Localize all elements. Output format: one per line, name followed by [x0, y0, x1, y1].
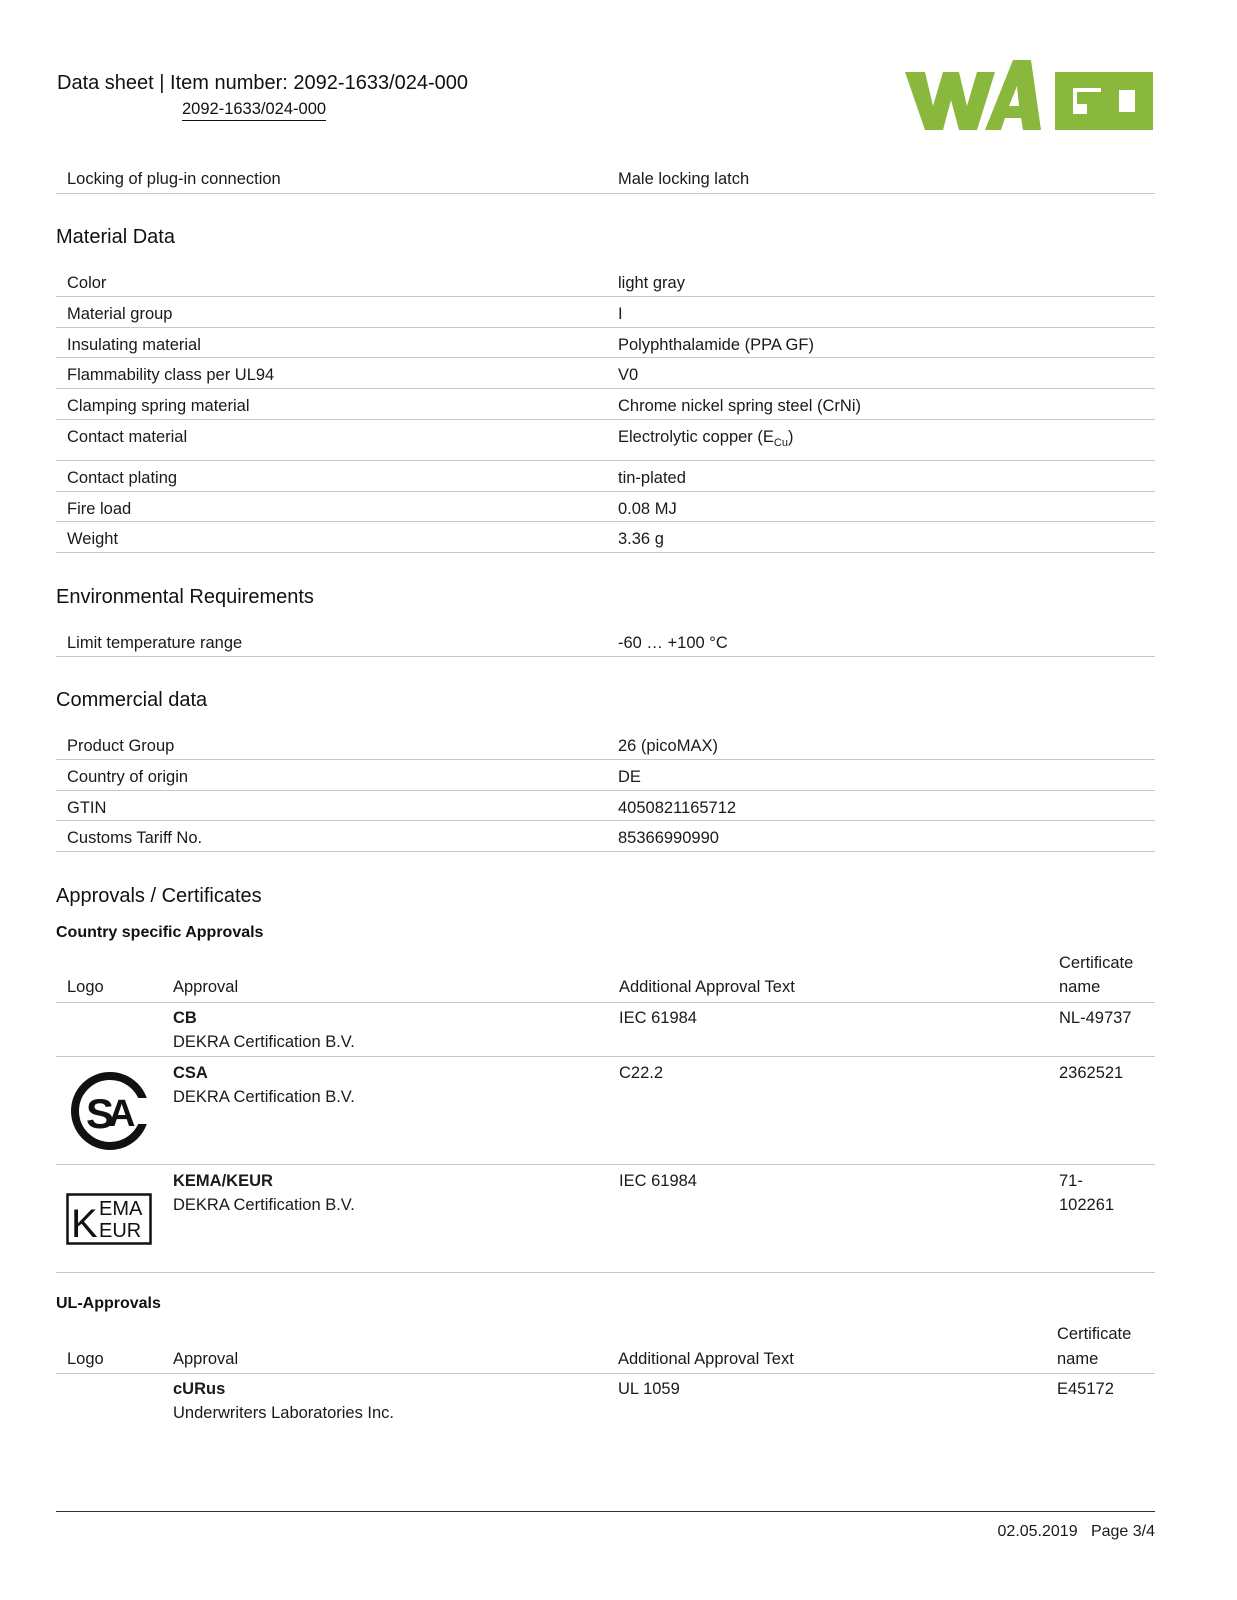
- property-row: [56, 358, 1155, 389]
- property-label: Locking of plug-in connection: [67, 170, 281, 188]
- property-label: Customs Tariff No.: [67, 829, 203, 847]
- section-heading-environmental: Environmental Requirements: [56, 586, 314, 608]
- column-header-approval: Approval: [173, 978, 239, 996]
- property-label: Color: [67, 274, 107, 292]
- footer-divider: [56, 1511, 1155, 1512]
- property-value: -60 … +100 °C: [618, 634, 728, 652]
- property-value: I: [618, 305, 623, 323]
- certificate-name: E45172: [1057, 1380, 1114, 1398]
- certificate-name: NL-49737: [1059, 1009, 1132, 1027]
- property-label: Material group: [67, 305, 173, 323]
- property-value: Chrome nickel spring steel (CrNi): [618, 397, 861, 415]
- table-divider: [56, 1272, 1155, 1273]
- property-value: V0: [618, 366, 639, 384]
- svg-text:K: K: [71, 1202, 98, 1245]
- approval-name: CB: [173, 1009, 197, 1027]
- column-header-certificate-name: name: [1059, 978, 1101, 996]
- certificate-name: 2362521: [1059, 1064, 1124, 1082]
- approval-org: DEKRA Certification B.V.: [173, 1196, 355, 1214]
- approval-text: C22.2: [619, 1064, 664, 1082]
- property-value: 85366990990: [618, 829, 719, 847]
- property-label: Weight: [67, 530, 119, 548]
- property-label: Clamping spring material: [67, 397, 250, 415]
- property-row: [56, 461, 1155, 492]
- column-header-approval: Approval: [173, 1350, 239, 1368]
- approval-text: IEC 61984: [619, 1009, 697, 1027]
- table-divider: [56, 1056, 1155, 1057]
- column-header-logo: Logo: [67, 978, 104, 996]
- wago-logo: [905, 58, 1155, 142]
- svg-text:A: A: [108, 1093, 136, 1135]
- column-header-logo: Logo: [67, 1350, 104, 1368]
- property-label: Fire load: [67, 500, 132, 518]
- approval-org: Underwriters Laboratories Inc.: [173, 1404, 395, 1422]
- approval-text: UL 1059: [618, 1380, 680, 1398]
- property-label: Insulating material: [67, 336, 201, 354]
- property-value: 4050821165712: [618, 799, 737, 817]
- property-row: [56, 297, 1155, 328]
- property-value: 3.36 g: [618, 530, 664, 548]
- page-title: Data sheet | Item number: 2092-1633/024-000: [57, 72, 469, 94]
- property-value: 0.08 MJ: [618, 500, 677, 518]
- kema-keur-logo-icon: [66, 1193, 152, 1245]
- property-row: [56, 729, 1155, 760]
- approval-org: DEKRA Certification B.V.: [173, 1033, 355, 1051]
- property-row: [56, 420, 1155, 461]
- property-value: 26 (picoMAX): [618, 737, 718, 755]
- approval-name: CSA: [173, 1064, 208, 1082]
- property-label: GTIN: [67, 799, 107, 817]
- column-header-additional-text: Additional Approval Text: [618, 1350, 794, 1368]
- certificate-name: 71-: [1059, 1172, 1083, 1190]
- property-label: Flammability class per UL94: [67, 366, 275, 384]
- subsection-heading-ul: UL-Approvals: [56, 1295, 161, 1312]
- item-number-link[interactable]: 2092-1633/024-000: [182, 100, 326, 121]
- property-label: Contact plating: [67, 469, 178, 487]
- property-row: [56, 522, 1155, 553]
- section-heading-approvals: Approvals / Certificates: [56, 885, 262, 907]
- table-divider: [56, 1002, 1155, 1003]
- footer-page: Page 3/4: [1090, 1523, 1155, 1540]
- section-heading-commercial: Commercial data: [56, 689, 208, 711]
- column-header-additional-text: Additional Approval Text: [619, 978, 795, 996]
- property-row: [56, 760, 1155, 791]
- property-label: Limit temperature range: [67, 634, 243, 652]
- property-label: Country of origin: [67, 768, 189, 786]
- property-value: Male locking latch: [618, 170, 750, 188]
- property-row: [56, 162, 1155, 194]
- subsection-heading-country: Country specific Approvals: [56, 924, 264, 941]
- property-row: [56, 389, 1155, 420]
- footer: [998, 1523, 1155, 1541]
- property-value: Electrolytic copper $(E_{Cu})$: [618, 428, 794, 449]
- svg-text:EUR: EUR: [99, 1220, 142, 1242]
- property-row: [56, 821, 1155, 852]
- footer-date: 02.05.2019: [997, 1523, 1078, 1540]
- property-row: [56, 328, 1155, 358]
- column-header-certificate: Certificate: [1057, 1325, 1132, 1343]
- approval-org: DEKRA Certification B.V.: [173, 1088, 355, 1106]
- property-label: Product Group: [67, 737, 175, 755]
- property-value: light gray: [618, 274, 685, 292]
- approval-text: IEC 61984: [619, 1172, 697, 1190]
- column-header-certificate: Certificate: [1059, 954, 1134, 972]
- table-divider: [56, 1164, 1155, 1165]
- property-row: [56, 266, 1155, 297]
- svg-text:S: S: [86, 1090, 115, 1137]
- table-divider: [56, 1373, 1155, 1374]
- approval-name: KEMA/KEUR: [173, 1172, 273, 1190]
- property-row: [56, 492, 1155, 522]
- property-row: [56, 626, 1155, 657]
- column-header-certificate-name: name: [1057, 1350, 1099, 1368]
- certificate-name-cont: 102261: [1059, 1196, 1115, 1214]
- approval-name: cURus: [173, 1380, 226, 1398]
- csa-logo-icon: [70, 1068, 150, 1154]
- svg-text:EMA: EMA: [99, 1198, 143, 1220]
- property-label: Contact material: [67, 428, 188, 446]
- property-value: DE: [618, 768, 641, 786]
- property-row: [56, 791, 1155, 821]
- property-value: tin-plated: [618, 469, 686, 487]
- property-value: Polyphthalamide (PPA GF): [618, 336, 814, 354]
- section-heading-material: Material Data: [56, 226, 175, 248]
